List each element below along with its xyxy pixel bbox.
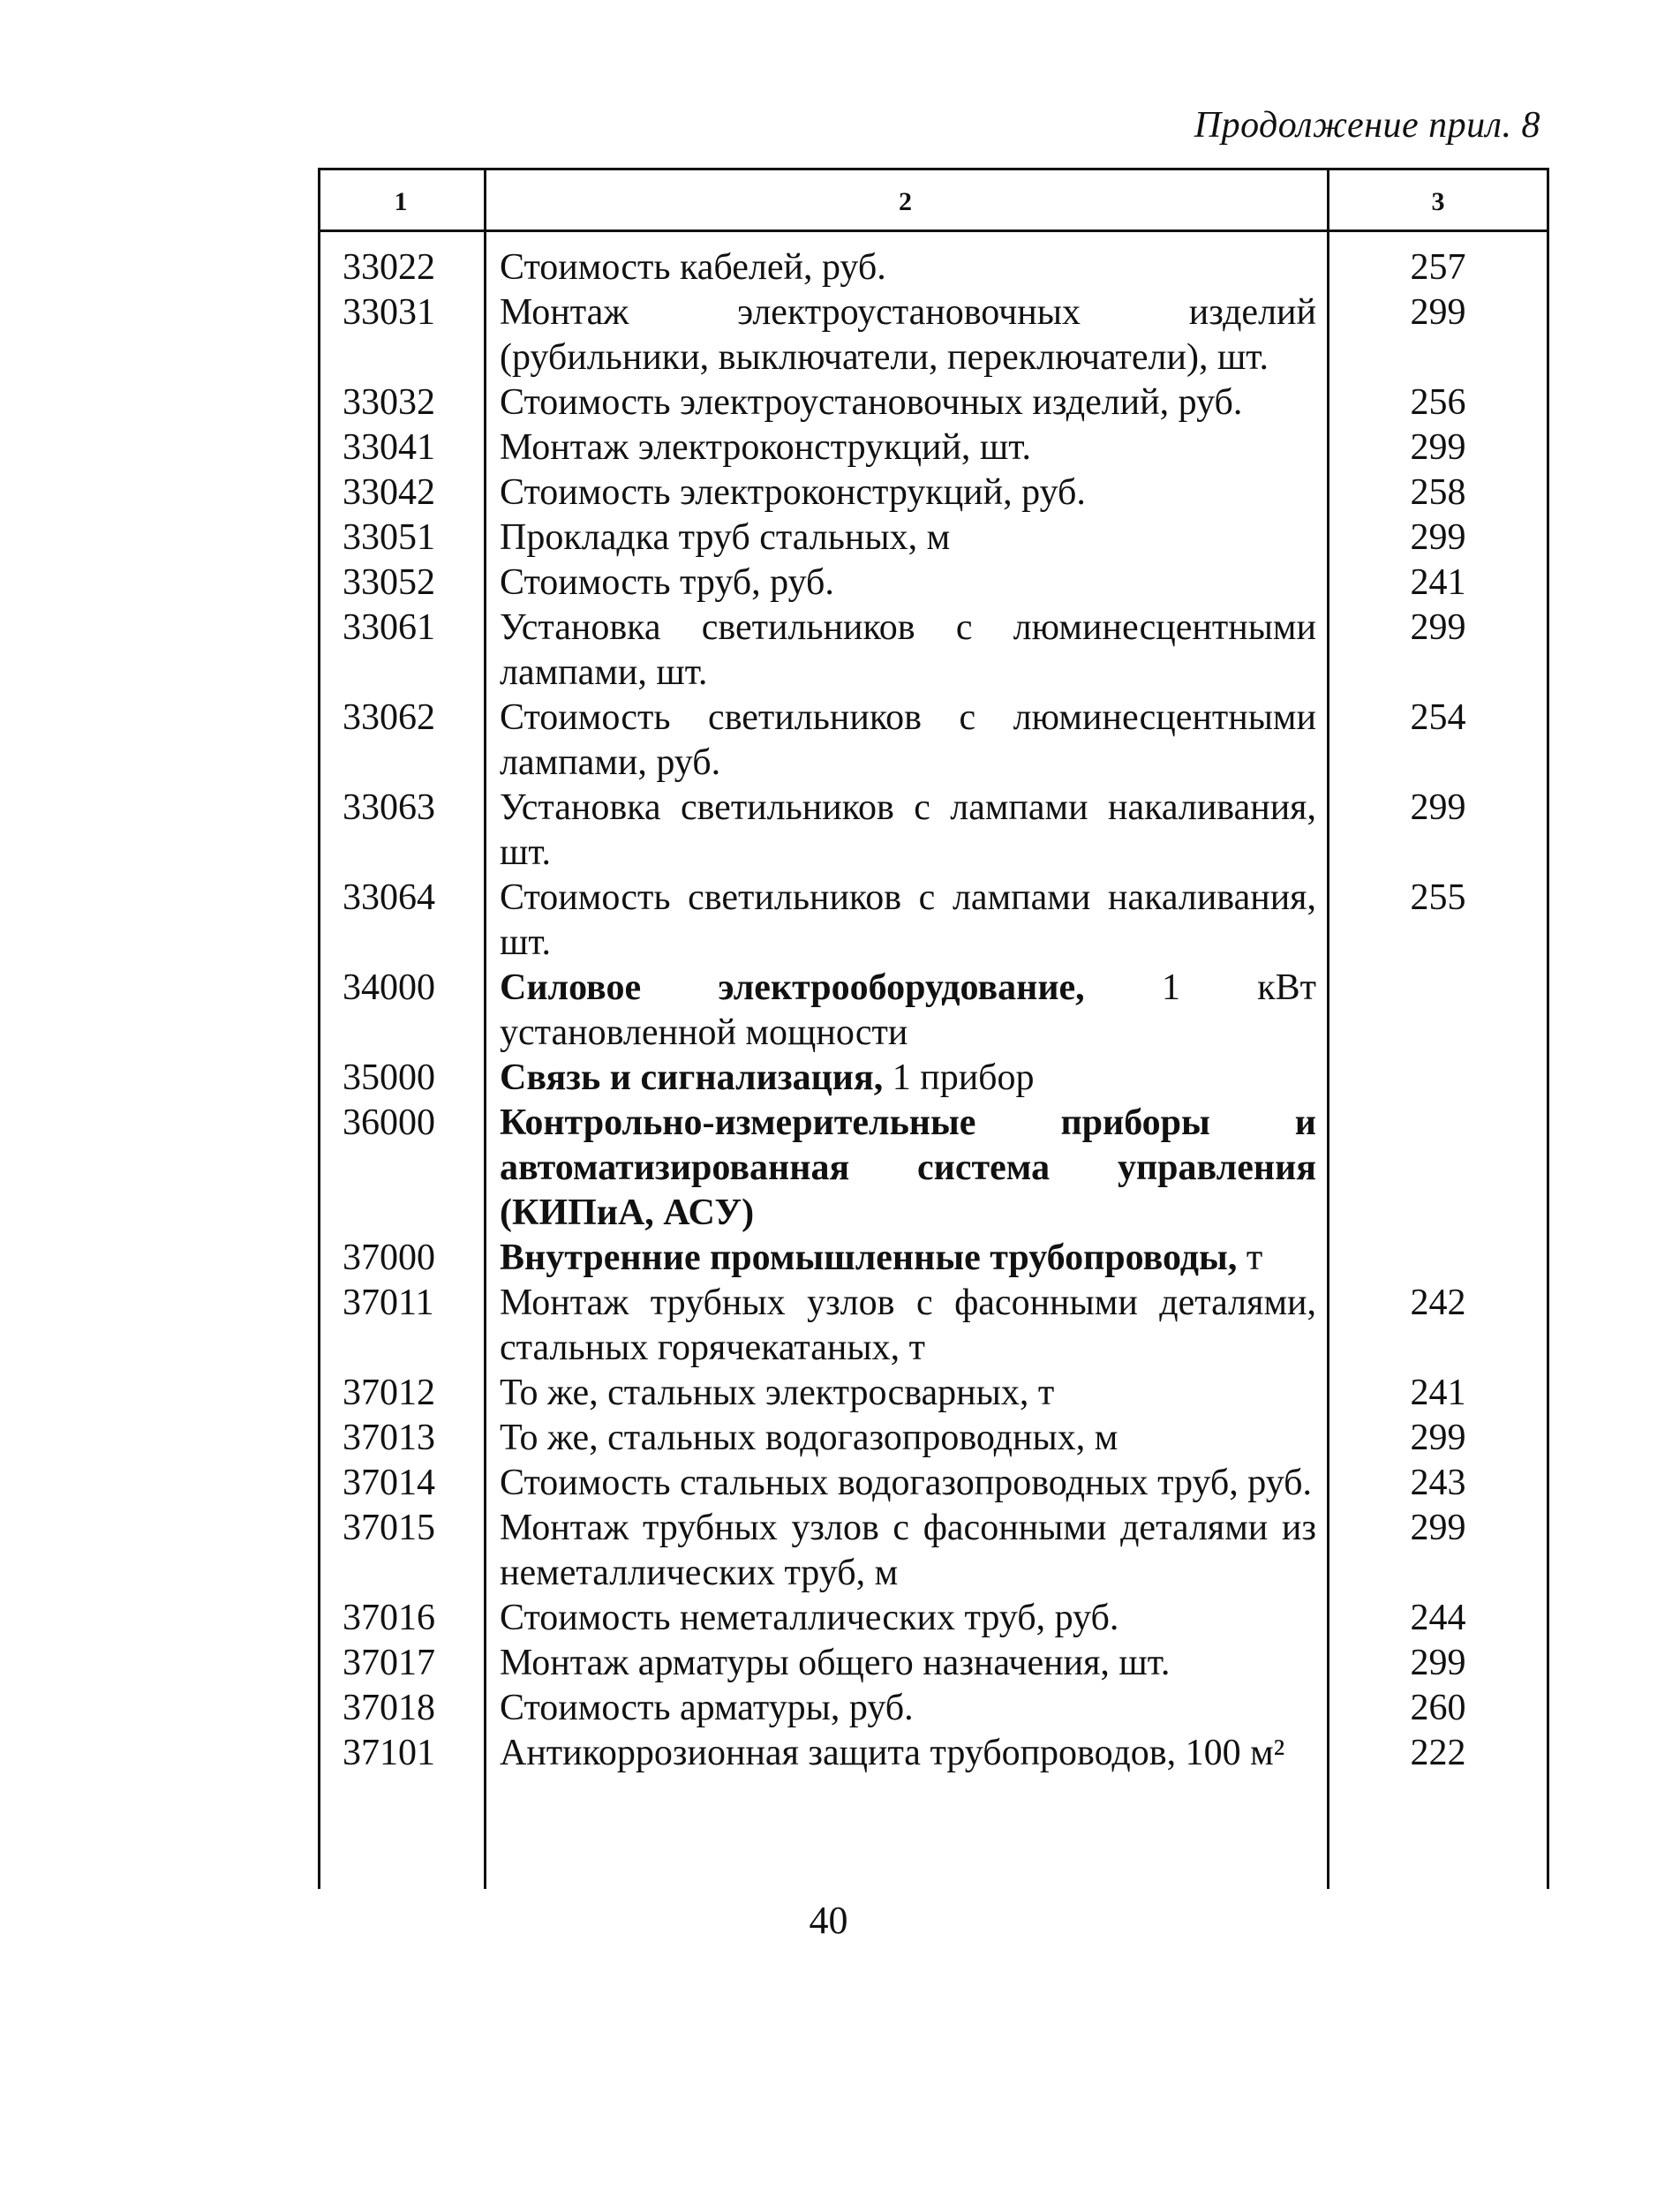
row-description-text: Монтаж арматуры общего назначения, шт. <box>500 1643 1171 1683</box>
table-row <box>318 696 1549 786</box>
row-value: 299 <box>1410 292 1466 333</box>
row-description <box>484 966 1327 1056</box>
row-description-text: Монтаж трубных узлов с фасонными деталями из неметаллических труб, м <box>500 1508 1316 1593</box>
row-value <box>1327 1101 1549 1236</box>
table-row <box>318 1686 1549 1731</box>
row-code: 37017 <box>343 1643 435 1683</box>
row-code: 37101 <box>343 1733 435 1773</box>
row-value: 260 <box>1410 1688 1466 1728</box>
row-section-title: Силовое электрооборудование, <box>500 967 1085 1008</box>
table-row <box>318 1461 1549 1506</box>
row-value: 222 <box>1410 1733 1466 1773</box>
row-description-text: Стоимость труб, руб. <box>500 562 834 603</box>
table-row <box>318 1056 1549 1101</box>
table-row <box>318 1731 1549 1776</box>
table-row <box>318 561 1549 606</box>
row-code: 33064 <box>343 877 435 918</box>
table-row <box>318 1236 1549 1281</box>
row-description <box>484 1731 1327 1776</box>
table-row <box>318 966 1549 1056</box>
row-code: 37014 <box>343 1463 435 1503</box>
row-value: 299 <box>1410 787 1466 828</box>
row-description-text: Прокладка труб стальных, м <box>500 517 951 558</box>
row-description <box>484 1641 1327 1686</box>
row-value: 244 <box>1410 1598 1466 1638</box>
table-row <box>318 425 1549 470</box>
row-description <box>484 1596 1327 1641</box>
row-description-text: То же, стальных водогазопроводных, м <box>500 1418 1118 1458</box>
row-code: 33062 <box>343 697 435 738</box>
table-top-border <box>318 168 1549 170</box>
row-code: 37018 <box>343 1688 435 1728</box>
row-description-text: Стоимость кабелей, руб. <box>500 247 886 288</box>
row-description-text: Стоимость светильников с лампами накаливания, шт. <box>500 877 1316 963</box>
row-value <box>1327 1236 1549 1281</box>
page-number: 40 <box>809 1899 848 1942</box>
row-description-text: Стоимость электроконструкций, руб. <box>500 472 1086 513</box>
row-value: 299 <box>1410 517 1466 558</box>
row-description <box>484 1056 1327 1101</box>
row-description <box>484 515 1327 561</box>
row-value: 241 <box>1410 1373 1466 1413</box>
table-row <box>318 470 1549 515</box>
row-description <box>484 1281 1327 1371</box>
table-row <box>318 1596 1549 1641</box>
row-description-text: Стоимость светильников с люминесцентными лампами, руб. <box>500 697 1316 783</box>
row-code: 33031 <box>343 292 435 333</box>
row-section-title: Контрольно-измерительные приборы и автоматизированная система управления (КИПиА, АСУ) <box>500 1102 1316 1233</box>
data-table <box>318 168 1549 1889</box>
row-description-text: Стоимость арматуры, руб. <box>500 1688 914 1728</box>
column-header-1: 1 <box>394 187 408 216</box>
row-description <box>484 245 1327 290</box>
row-code: 35000 <box>343 1057 435 1098</box>
row-description-text: Стоимость неметаллических труб, руб. <box>500 1598 1119 1638</box>
row-description-text: т <box>1237 1238 1263 1278</box>
row-description <box>484 1686 1327 1731</box>
table-body <box>318 245 1549 1776</box>
row-code: 37011 <box>343 1283 434 1323</box>
table-row <box>318 876 1549 966</box>
row-code: 33052 <box>343 562 435 603</box>
table-row <box>318 1371 1549 1416</box>
row-value: 299 <box>1410 427 1466 468</box>
row-value: 243 <box>1410 1463 1466 1503</box>
table-header-divider <box>318 229 1549 232</box>
row-description <box>484 606 1327 696</box>
table-row <box>318 786 1549 876</box>
table-row <box>318 1641 1549 1686</box>
column-header-3: 3 <box>1431 187 1445 216</box>
row-value: 256 <box>1410 382 1466 423</box>
table-row <box>318 290 1549 380</box>
row-description <box>484 1506 1327 1596</box>
row-description <box>484 470 1327 515</box>
row-value: 299 <box>1410 1643 1466 1683</box>
table-row <box>318 1506 1549 1596</box>
table-row <box>318 515 1549 561</box>
row-description <box>484 696 1327 786</box>
row-value: 258 <box>1410 472 1466 513</box>
row-description <box>484 561 1327 606</box>
row-description <box>484 786 1327 876</box>
table-row <box>318 245 1549 290</box>
table-row <box>318 1101 1549 1236</box>
row-description <box>484 1416 1327 1461</box>
row-value <box>1327 966 1549 1056</box>
row-code: 33022 <box>343 247 435 288</box>
row-description-text: Стоимость стальных водогазопроводных труб, руб. <box>500 1463 1313 1503</box>
table-row <box>318 380 1549 425</box>
row-code: 34000 <box>343 967 435 1008</box>
row-code: 33041 <box>343 427 435 468</box>
row-section-title: Связь и сигнализация, <box>500 1057 884 1098</box>
row-description-text: Установка светильников с люминесцентными лампами, шт. <box>500 607 1316 693</box>
row-code: 33042 <box>343 472 435 513</box>
row-code: 36000 <box>343 1102 435 1143</box>
row-description <box>484 380 1327 425</box>
row-description-text: Монтаж трубных узлов с фасонными деталями, стальных горячекатаных, т <box>500 1283 1316 1368</box>
row-value: 299 <box>1410 1508 1466 1548</box>
row-code: 33032 <box>343 382 435 423</box>
row-description <box>484 1236 1327 1281</box>
row-description <box>484 1371 1327 1416</box>
table-row <box>318 1281 1549 1371</box>
row-value: 299 <box>1410 607 1466 648</box>
row-value <box>1327 1056 1549 1101</box>
row-description <box>484 1461 1327 1506</box>
row-value: 257 <box>1410 247 1466 288</box>
row-description <box>484 876 1327 966</box>
column-header-2: 2 <box>899 187 912 216</box>
row-description-text: Монтаж электроконструкций, шт. <box>500 427 1031 468</box>
table-row <box>318 606 1549 696</box>
row-value: 255 <box>1410 877 1466 918</box>
row-code: 37016 <box>343 1598 435 1638</box>
row-description-text: То же, стальных электросварных, т <box>500 1373 1055 1413</box>
row-value: 241 <box>1410 562 1466 603</box>
row-description <box>484 425 1327 470</box>
row-code: 33061 <box>343 607 435 648</box>
continuation-label: Продолжение прил. 8 <box>1194 105 1540 146</box>
row-description <box>484 290 1327 380</box>
row-code: 37015 <box>343 1508 435 1548</box>
row-description-text: Установка светильников с лампами накаливания, шт. <box>500 787 1316 873</box>
row-description-text: Стоимость электроустановочных изделий, руб. <box>500 382 1243 423</box>
row-value: 299 <box>1410 1418 1466 1458</box>
row-description-text: Монтаж электроустановочных изделий (рубильники, выключатели, переключатели), шт. <box>500 292 1316 378</box>
row-code: 37012 <box>343 1373 435 1413</box>
row-code: 37013 <box>343 1418 435 1458</box>
row-code: 37000 <box>343 1238 435 1278</box>
row-description-text: Антикоррозионная защита трубопроводов, 100 м² <box>500 1733 1285 1773</box>
row-code: 33063 <box>343 787 435 828</box>
row-description-text: 1 кВт установленной мощности <box>500 967 1316 1053</box>
row-description-text: 1 прибор <box>883 1057 1035 1098</box>
row-value: 242 <box>1410 1283 1466 1323</box>
row-code: 33051 <box>343 517 435 558</box>
row-value: 254 <box>1410 697 1466 738</box>
table-row <box>318 1416 1549 1461</box>
row-description <box>484 1101 1327 1236</box>
row-section-title: Внутренние промышленные трубопроводы, <box>500 1238 1238 1278</box>
